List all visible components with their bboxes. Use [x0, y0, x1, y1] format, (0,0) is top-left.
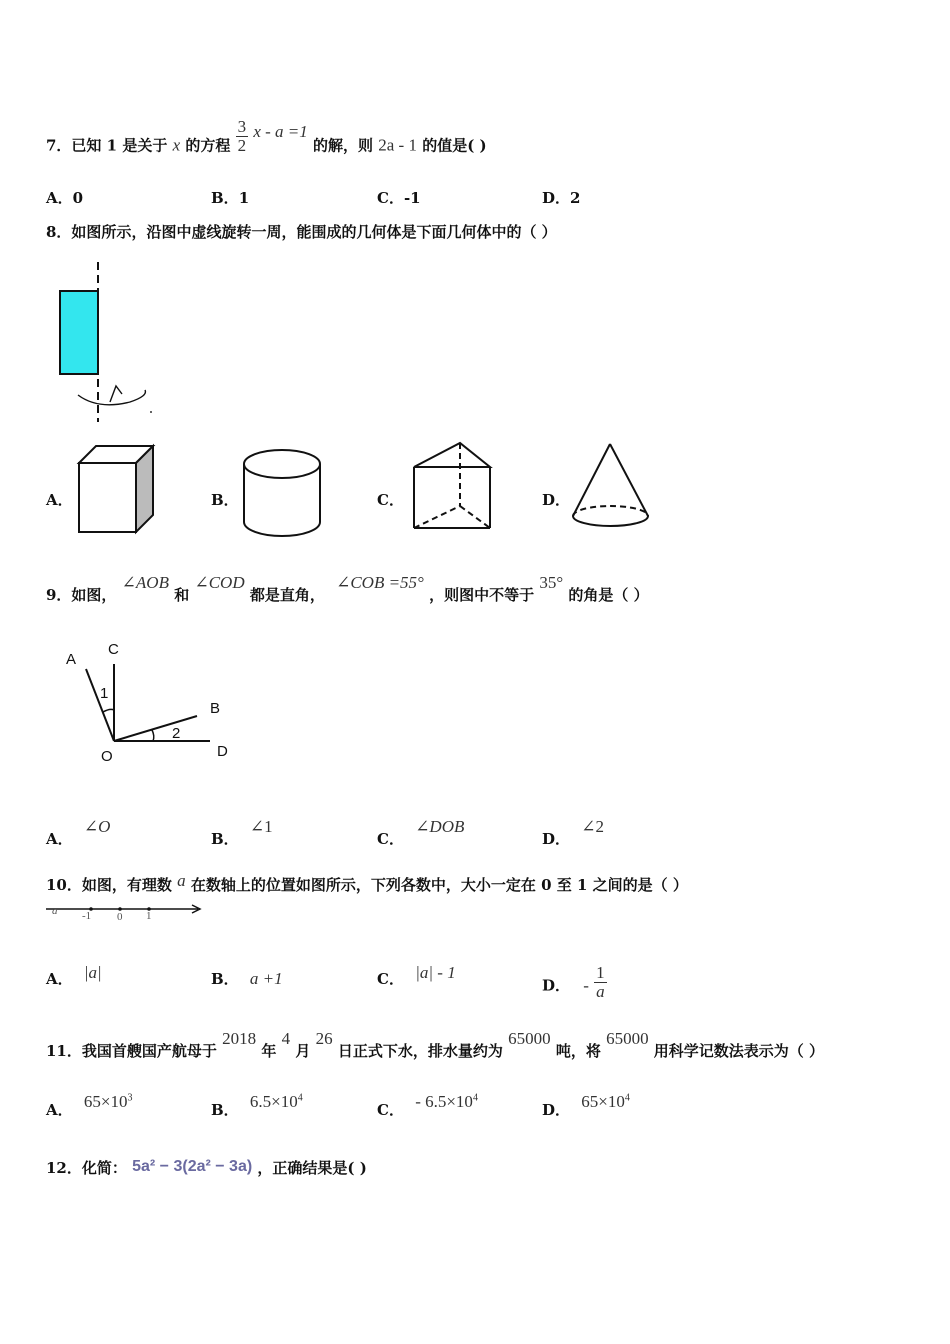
q11-option-b[interactable]: B． $6.5\times 10^4$ [211, 1092, 303, 1119]
ray-oa [86, 669, 114, 741]
q8-option-b-label[interactable]: B． [211, 491, 239, 509]
q12-formula: 5a² − 3(2a² − 3a) [132, 1158, 253, 1175]
q10-option-d[interactable]: D． - $\frac{1}{a}$ [542, 963, 605, 1001]
q10-option-b[interactable]: B． a +1 [211, 969, 283, 988]
label-o: O [101, 748, 113, 765]
ray-ob [114, 716, 197, 741]
q12-stem: 12．化简： 5a² − 3(2a² − 3a) ，正确结果是( ) [46, 1158, 367, 1177]
q11-option-c[interactable]: C． - $6.5\times 10^4$ [377, 1092, 478, 1119]
q9-option-b[interactable]: B． ∠1 [211, 817, 273, 848]
label-c: C [108, 641, 119, 658]
axis-label-0: 0 [117, 911, 123, 923]
q10-option-c[interactable]: C． |a| - 1 [377, 963, 456, 988]
cube-icon[interactable] [76, 444, 158, 536]
cylinder-icon[interactable] [242, 448, 324, 540]
q10-number-line [44, 900, 204, 924]
q8-stem: 8．如图所示，沿图中虚线旋转一周，能围成的几何体是下面几何体中的（ ） [46, 223, 557, 241]
dot-mark [150, 411, 152, 413]
triangular-prism-icon[interactable] [410, 440, 496, 534]
label-d: D [217, 743, 228, 760]
q7-stem: 7．已知 1 是关于 x 的方程 $\frac{3}{2}$ x - a =1 的解，则 2a - 1 的值是( ) [46, 117, 487, 155]
q7-option-c[interactable]: C．-1 [377, 189, 421, 207]
label-a: A [66, 651, 77, 668]
q7-option-a[interactable]: A．0 [46, 189, 84, 207]
axis-label-a: a [52, 905, 58, 917]
q11-stem: 11．我国首艘国产航母于 2018 年 4 月 26 日正式下水，排水量约为 65000 吨，将 65000 用科学记数法表示为（ ） [46, 1029, 825, 1060]
q8-option-a-label[interactable]: A． [46, 491, 73, 509]
axis-label-1: 1 [146, 910, 152, 922]
q11-option-a[interactable]: A． $65\times 10^3$ [46, 1092, 133, 1119]
q8-option-c-label[interactable]: C． [377, 491, 404, 509]
q10-d-fraction: $\frac{1}{a}$ [596, 963, 605, 1001]
q11-option-d[interactable]: D． $65\times 10^4$ [542, 1092, 630, 1119]
axis-label-neg1: -1 [82, 910, 92, 922]
rotation-arrow-head [110, 386, 122, 402]
angle-1-arc [103, 709, 114, 712]
q8-rotation-figure [50, 262, 170, 422]
cone-icon[interactable] [570, 442, 654, 536]
label-b: B [210, 700, 221, 717]
q9-stem: 9．如图， ∠AOB 和 ∠COD 都是直角， ∠COB =55° ，则图中不等于 35° 的角是（ ） [46, 573, 649, 604]
label-angle-1: 1 [100, 685, 109, 702]
rotating-rectangle [60, 291, 98, 374]
q7-option-d[interactable]: D．2 [542, 189, 581, 207]
q7-option-b[interactable]: B．1 [211, 189, 250, 207]
label-angle-2: 2 [172, 725, 181, 742]
q9-option-c[interactable]: C． ∠DOB [377, 817, 465, 848]
angle-2-arc [152, 730, 154, 741]
q10-option-a[interactable]: A． |a| [46, 963, 102, 988]
q9-angle-figure [60, 636, 250, 766]
q9-option-a[interactable]: A． ∠O [46, 817, 111, 848]
q7-fraction: $\frac{3}{2}$ [237, 117, 247, 155]
q10-stem: 10．如图，有理数 a 在数轴上的位置如图所示，下列各数中，大小一定在 0 至 1 之间的是（ ） [46, 871, 688, 894]
q8-option-d-label[interactable]: D． [542, 491, 571, 509]
q9-option-d[interactable]: D． ∠2 [542, 817, 604, 848]
